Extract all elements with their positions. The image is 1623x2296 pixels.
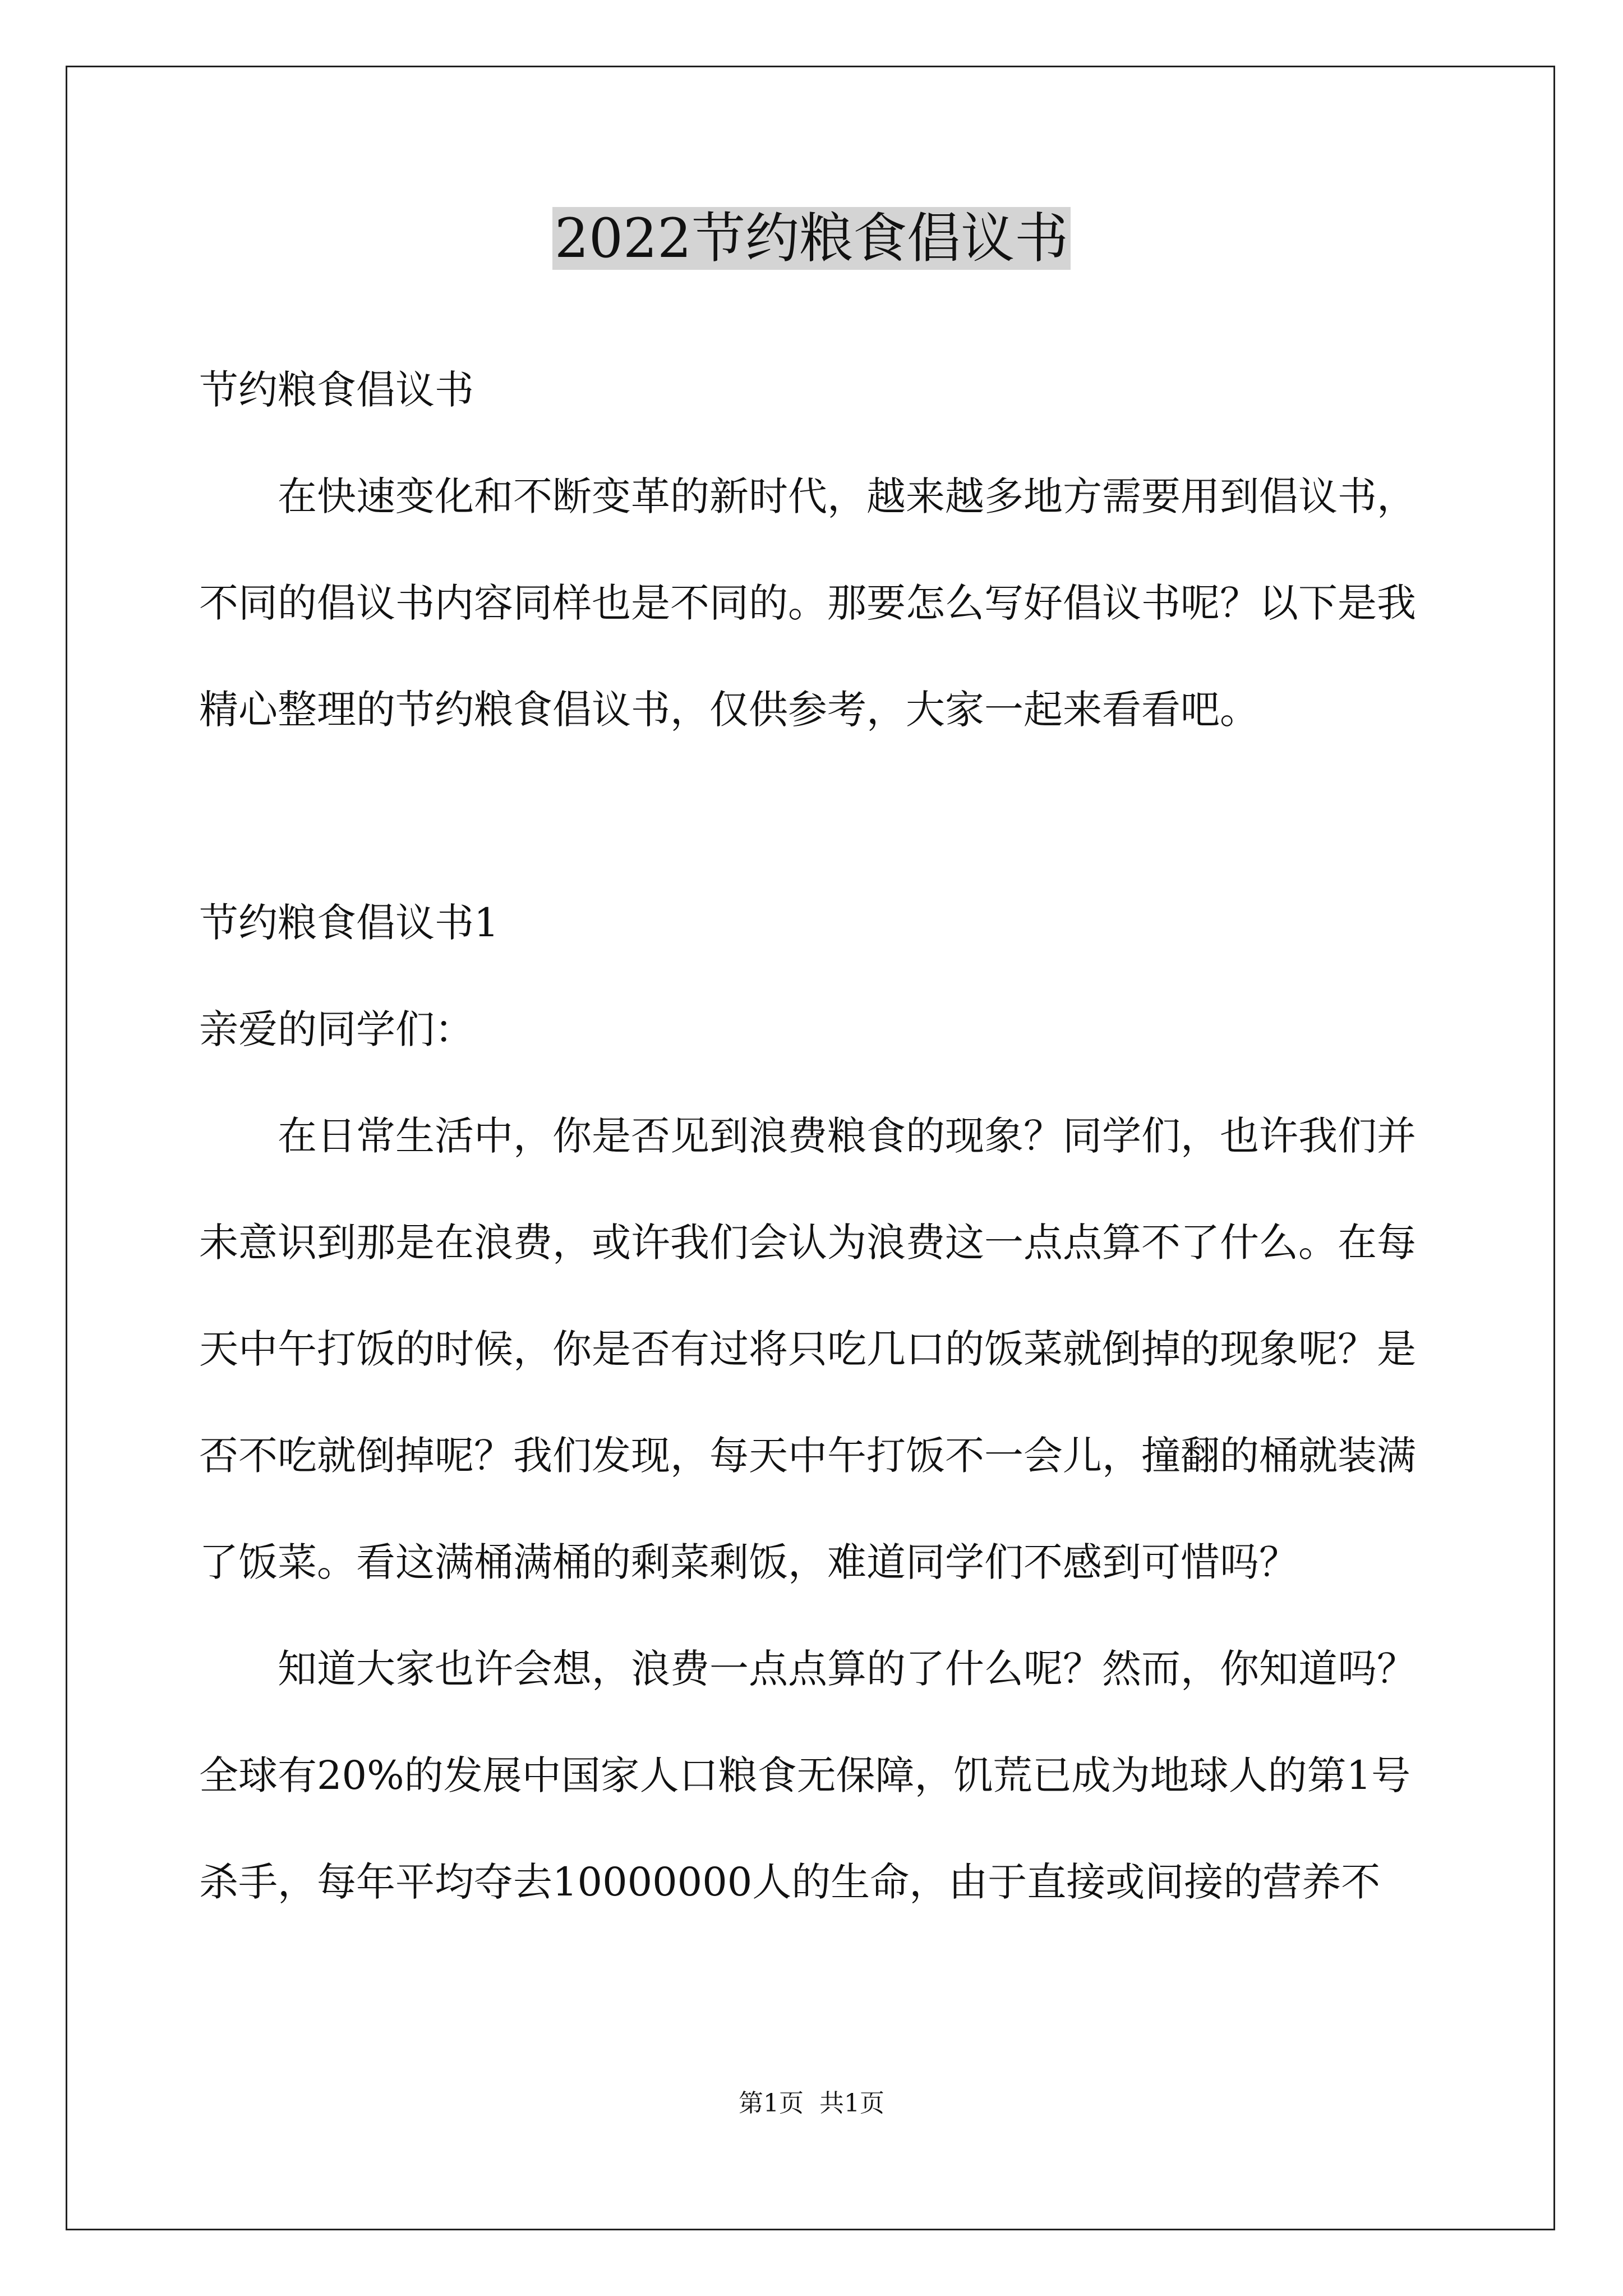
intro-paragraph: 在快速变化和不断变革的新时代，越来越多地方需要用到倡议书，不同的倡议书内容同样也是不同的。那要怎么写好倡议书呢？以下是我精心整理的节约粮食倡议书，仅供参考，大家一起来看看吧。 <box>199 473 1416 733</box>
page-footer <box>0 2087 1623 2120</box>
document-title <box>0 199 1623 278</box>
document-body <box>199 337 1433 1935</box>
document-title-text: 2022节约粮食倡议书 <box>552 207 1071 270</box>
document-subtitle: 节约粮食倡议书 <box>199 367 474 413</box>
section-title: 节约粮食倡议书1 <box>199 900 499 946</box>
body-paragraph-2: 知道大家也许会想，浪费一点点算的了什么呢？然而，你知道吗？全球有20%的发展中国家人口粮食无保障，饥荒已成为地球人的第1号杀手，每年平均夺去10000000人的生命，由于直接或间接的营养不 <box>199 1646 1416 1905</box>
page-number: 第1页 共1页 <box>739 2089 884 2118</box>
salutation: 亲爱的同学们： <box>199 1006 474 1052</box>
body-paragraph-1: 在日常生活中，你是否见到浪费粮食的现象？同学们，也许我们并未意识到那是在浪费，或许我们会认为浪费这一点点算不了什么。在每天中午打饭的时候，你是否有过将只吃几口的饭菜就倒掉的现象呢？是否不吃就倒掉呢？我们发现，每天中午打饭不一会儿，撞翻的桶就装满了饭菜。看这满桶满桶的剩菜剩饭，难道同学们不感到可惜吗？ <box>199 1113 1416 1585</box>
